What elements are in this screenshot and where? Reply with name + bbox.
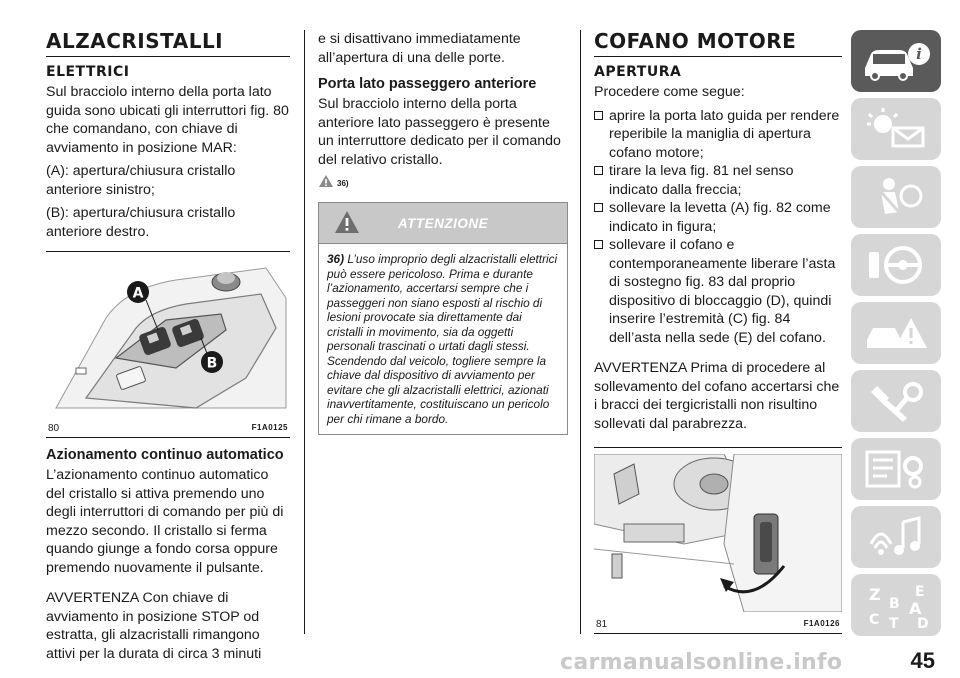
svg-text:E: E	[915, 584, 925, 600]
tab-technical-data[interactable]	[851, 438, 941, 500]
tab-safety[interactable]	[851, 166, 941, 228]
hood-lever-illustration	[594, 454, 842, 612]
paragraph: (A): apertura/chiusura cristallo anteriore sinistro;	[46, 163, 236, 198]
figure-number: 81	[596, 619, 608, 630]
title-rule	[594, 56, 842, 57]
page-number: 45	[910, 648, 935, 673]
paragraph: e si disattivano immediatamente all’apertura di una delle porte.	[318, 31, 521, 66]
tab-starting-driving[interactable]	[851, 234, 941, 296]
column-continued	[318, 30, 568, 435]
figure-caption	[594, 617, 842, 633]
figure-caption	[46, 421, 290, 437]
figure-code: F1A0126	[803, 619, 840, 628]
paragraph: (B): apertura/chiusura cristallo anteriore destro.	[46, 205, 236, 240]
paragraph: Sul bracciolo interno della porta lato guida sono ubicati gli interruttori fig. 80 che comandano, con chiave di avviamento in posizione MAR:	[46, 84, 289, 156]
seatbelt-airbag-icon	[859, 174, 933, 220]
dashboard-lights-icon	[859, 106, 933, 152]
warning-box	[318, 202, 568, 435]
list-item: sollevare il cofano e contemporaneamente liberare l’asta di sostegno fig. 83 dal proprio dispositivo di bloccaggio (D), quindi inserire l’estremità (C) fig. 84 dell’asta nella sede (E) del cofano.	[594, 236, 842, 347]
warning-triangle-icon	[333, 209, 361, 235]
warning-triangle-icon	[318, 174, 334, 188]
warning-text	[319, 243, 567, 434]
checkbox-icon	[594, 111, 603, 120]
column-alzacristalli	[46, 30, 290, 668]
figure-number: 80	[48, 423, 60, 434]
warning-number: 36)	[327, 252, 345, 266]
list-item: tirare la leva fig. 81 nel senso indicato dalla freccia;	[594, 162, 842, 199]
svg-text:Z: Z	[869, 585, 881, 604]
tab-lights-messages[interactable]	[851, 98, 941, 160]
svg-text:C: C	[869, 612, 880, 628]
checkbox-icon	[594, 166, 603, 175]
section-subtitle: APERTURA	[594, 64, 682, 80]
title-rule	[46, 56, 290, 57]
list-item: sollevare la levetta (A) fig. 82 come indicato in figura;	[594, 199, 842, 236]
warning-content: L’uso improprio degli alzacristalli elettrici può essere pericoloso. Prima e durante l’azionamento, accertarsi sempre che i passeggeri non siano esposti al rischio di lesioni provocate sia direttamente dai cristalli in movimento, sia da oggetti personali trascinati o urtati dagli stessi. Scendendo dal veicolo, togliere sempre la chiave dal dispositivo di avviamento per evitare che gli alzacristalli elettrici, azionati inavvertitamente, costituiscano un pericolo per chi rimane a bordo.	[327, 252, 558, 426]
warning-crash-icon	[859, 310, 933, 356]
column-divider	[580, 30, 581, 634]
warning-title: ATTENZIONE	[397, 215, 489, 231]
figure-80	[46, 251, 290, 438]
svg-text:i: i	[916, 45, 922, 63]
paragraph-warning: AVVERTENZA Prima di procedere al sollevamento del cofano accertarsi che i bracci dei tergicristalli non risultino sollevati dal parabrezza.	[594, 360, 840, 432]
paragraph: L’azionamento continuo automatico del cristallo si attiva premendo uno degli interruttori di comando per più di mezzo secondo. Il cristallo si ferma quando giunge a fondo corsa oppure premendo nuovamente il pulsante.	[46, 467, 284, 576]
note-reference: 36)	[318, 174, 568, 188]
figure-code: F1A0125	[251, 423, 288, 432]
column-cofano	[594, 30, 842, 634]
music-signal-icon	[859, 514, 933, 560]
svg-text:T: T	[889, 616, 899, 630]
window-switch-illustration	[46, 258, 290, 416]
section-subtitle: ELETTRICI	[46, 64, 130, 80]
chapter-tabs	[851, 30, 941, 642]
car-info-icon	[859, 38, 933, 84]
label-b: B	[206, 355, 218, 372]
alphabet-index-icon	[859, 580, 933, 630]
column-divider	[304, 30, 305, 634]
tab-index[interactable]	[851, 574, 941, 636]
svg-text:B: B	[889, 596, 900, 612]
tab-car-info[interactable]	[851, 30, 941, 92]
section-title: ALZACRISTALLI	[46, 29, 224, 53]
warning-header	[319, 203, 567, 243]
steering-wheel-icon	[859, 242, 933, 288]
section-title: COFANO MOTORE	[594, 29, 797, 53]
wrench-icon	[859, 378, 933, 424]
tab-emergency[interactable]	[851, 302, 941, 364]
svg-text:D: D	[917, 616, 929, 630]
subheading-passenger: Porta lato passeggero anteriore	[318, 76, 537, 92]
tab-maintenance[interactable]	[851, 370, 941, 432]
figure-81	[594, 447, 842, 634]
subheading-automatic: Azionamento continuo automatico	[46, 447, 284, 463]
paragraph: Procedere come segue:	[594, 84, 745, 100]
svg-text:A: A	[909, 599, 922, 618]
checkbox-icon	[594, 240, 603, 249]
list-item: aprire la porta lato guida per rendere reperibile la maniglia di apertura cofano motore;	[594, 107, 842, 163]
paragraph-warning: AVVERTENZA Con chiave di avviamento in posizione STOP od estratta, gli alzacristalli rimangono attivi per la durata di circa 3 minuti	[46, 590, 262, 662]
label-a: A	[132, 285, 144, 302]
watermark: carmanualsonline.info	[560, 650, 843, 675]
checkbox-icon	[594, 203, 603, 212]
tab-multimedia[interactable]	[851, 506, 941, 568]
data-gear-icon	[859, 446, 933, 492]
bullet-list	[594, 107, 842, 348]
paragraph: Sul bracciolo interno della porta anteriore lato passeggero è presente un interruttore dedicato per il comando del relativo cristallo.	[318, 96, 561, 168]
